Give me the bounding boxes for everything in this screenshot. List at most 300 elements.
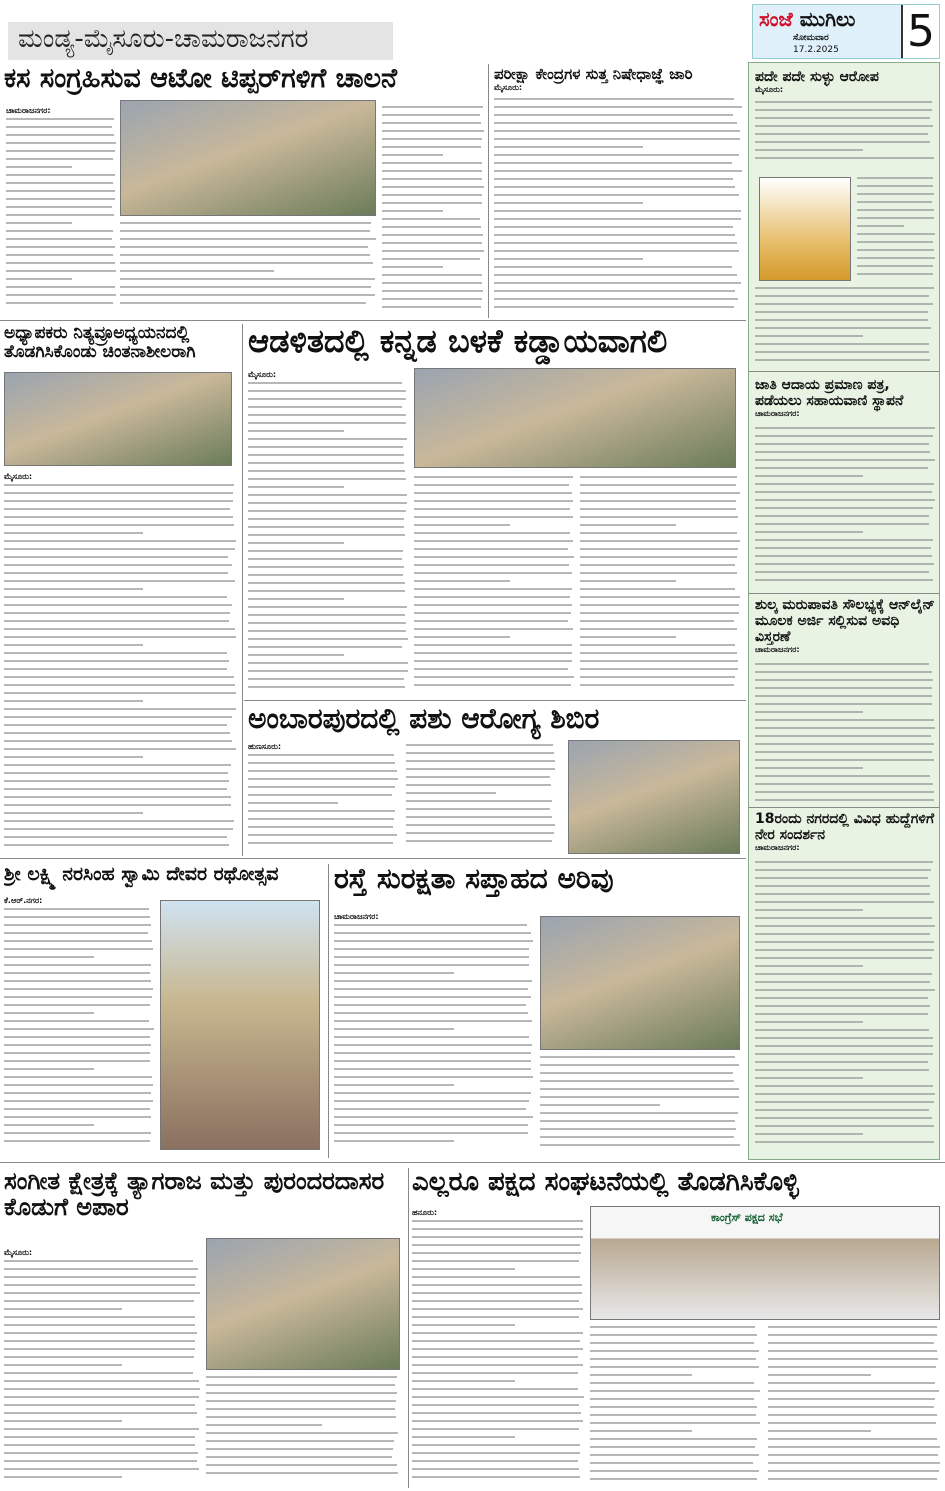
text-line — [755, 287, 934, 289]
text-line — [334, 1044, 532, 1046]
text-line — [6, 262, 115, 264]
text-line — [768, 1398, 935, 1400]
text-line — [414, 556, 574, 558]
body-text — [4, 908, 154, 1154]
headline: 18ರಂದು ನಗರದಲ್ಲಿ ವಿವಿಧ ಹುದ್ದೆಗಳಿಗೆ ನೇರ ಸಂದರ್ಶನ — [755, 811, 935, 844]
text-line — [334, 924, 527, 926]
text-line — [768, 1334, 937, 1336]
text-line — [412, 1412, 581, 1414]
text-line — [334, 1108, 526, 1110]
headline: ಪರೀಕ್ಷಾ ಕೇಂದ್ರಗಳ ಸುತ್ತ ನಿಷೇಧಾಜ್ಞೆ ಜಾರಿ — [494, 66, 693, 83]
text-line — [4, 580, 235, 582]
text-line — [412, 1292, 582, 1294]
text-line — [206, 1392, 397, 1394]
text-line — [412, 1244, 580, 1246]
headline: ಜಾತಿ ಆದಾಯ ಪ್ರಮಾಣ ಪತ್ರ, ಪಡೆಯಲು ಸಹಾಯವಾಣಿ ಸ್ಥಾಪನೆ — [755, 377, 904, 410]
text-line — [248, 778, 398, 780]
text-line — [334, 1132, 528, 1134]
text-line — [382, 170, 482, 172]
text-line — [4, 1452, 198, 1454]
text-line — [4, 556, 228, 558]
text-line — [248, 470, 405, 472]
text-line — [248, 382, 402, 384]
text-line — [206, 1384, 395, 1386]
text-line — [540, 1072, 733, 1074]
text-line — [494, 154, 739, 156]
text-line — [334, 988, 528, 990]
text-line — [4, 604, 232, 606]
text-line — [4, 1372, 193, 1374]
text-line — [755, 965, 863, 967]
text-line — [580, 564, 735, 566]
text-line — [768, 1366, 936, 1368]
text-line — [540, 1064, 739, 1066]
text-line — [755, 775, 930, 777]
text-line — [4, 988, 153, 990]
text-line — [755, 941, 934, 943]
text-line — [334, 940, 533, 942]
text-line — [6, 206, 112, 208]
text-line — [4, 1308, 122, 1310]
text-line — [755, 767, 863, 769]
text-line — [494, 202, 643, 204]
text-line — [414, 676, 574, 678]
text-line — [590, 1438, 757, 1440]
body-text — [206, 1376, 400, 1486]
text-line — [248, 802, 338, 804]
text-line — [590, 1382, 754, 1384]
text-line — [755, 663, 929, 665]
text-line — [857, 185, 933, 187]
text-line — [494, 194, 739, 196]
text-line — [857, 217, 934, 219]
text-line — [755, 973, 932, 975]
text-line — [4, 708, 236, 710]
text-line — [248, 794, 392, 796]
text-line — [755, 1037, 933, 1039]
text-line — [540, 1096, 739, 1098]
text-line — [494, 114, 733, 116]
text-line — [4, 588, 143, 590]
text-line — [590, 1454, 759, 1456]
text-line — [206, 1432, 398, 1434]
text-line — [768, 1446, 940, 1448]
text-line — [382, 234, 483, 236]
text-line — [755, 1125, 934, 1127]
text-line — [540, 1088, 739, 1090]
text-line — [334, 1092, 531, 1094]
text-line — [4, 620, 229, 622]
text-line — [334, 1060, 531, 1062]
text-line — [4, 1292, 200, 1294]
text-line — [494, 226, 733, 228]
text-line — [334, 1100, 529, 1102]
text-line — [768, 1342, 934, 1344]
text-line — [414, 500, 573, 502]
text-line — [4, 1100, 153, 1102]
text-line — [580, 532, 737, 534]
text-line — [590, 1470, 759, 1472]
text-line — [414, 548, 568, 550]
text-line — [4, 1020, 149, 1022]
text-line — [4, 1404, 195, 1406]
text-line — [580, 540, 740, 542]
portrait-photo — [759, 177, 851, 281]
text-line — [4, 1380, 199, 1382]
text-line — [406, 760, 555, 762]
text-line — [412, 1460, 578, 1462]
text-line — [494, 250, 739, 252]
body-text — [248, 382, 408, 696]
text-line — [580, 620, 734, 622]
text-line — [412, 1308, 583, 1310]
text-line — [768, 1390, 939, 1392]
text-line — [4, 732, 230, 734]
text-line — [755, 515, 929, 517]
headline: ಶುಲ್ಕ ಮರುಪಾವತಿ ಸೌಲಭ್ಯಕ್ಕೆ ಆನ್‌ಲೈನ್ ಮೂಲಕ ಅರ್ಜಿ ಸಲ್ಲಿಸುವ ಅವಧಿ ವಿಸ್ತರಣೆ — [755, 597, 935, 646]
text-line — [406, 816, 552, 818]
text-line — [755, 563, 934, 565]
body-text — [755, 427, 935, 593]
text-line — [4, 812, 143, 814]
text-line — [4, 796, 231, 798]
text-line — [334, 1124, 528, 1126]
text-line — [4, 724, 227, 726]
text-line — [494, 298, 738, 300]
text-line — [590, 1430, 692, 1432]
text-line — [755, 1061, 928, 1063]
headline: ಅಧ್ಯಾಪಕರು ನಿತ್ಯವ್ರೂಅಧ್ಯಯನದಲ್ಲಿ ತೊಡಗಿಸಿಕೊಂಡು ಚಿಂತನಾಶೀಲರಾಗಿ — [4, 324, 196, 362]
text-line — [4, 596, 227, 598]
text-line — [4, 948, 153, 950]
text-line — [4, 1140, 150, 1142]
text-line — [414, 564, 569, 566]
text-line — [414, 580, 510, 582]
text-line — [590, 1326, 755, 1328]
text-line — [406, 744, 553, 746]
text-line — [120, 278, 375, 280]
text-line — [6, 126, 112, 128]
text-line — [4, 652, 227, 654]
text-line — [334, 1004, 526, 1006]
text-line — [4, 1284, 195, 1286]
text-line — [120, 230, 370, 232]
text-line — [755, 783, 933, 785]
text-line — [414, 652, 572, 654]
text-line — [334, 1036, 529, 1038]
text-line — [755, 727, 935, 729]
text-line — [4, 548, 235, 550]
text-line — [755, 1013, 928, 1015]
text-line — [4, 1364, 122, 1366]
text-line — [248, 454, 404, 456]
text-line — [590, 1414, 756, 1416]
text-line — [4, 956, 94, 958]
text-line — [755, 869, 931, 871]
text-line — [755, 791, 934, 793]
text-line — [412, 1332, 583, 1334]
text-line — [4, 1052, 150, 1054]
text-line — [4, 636, 236, 638]
text-line — [494, 242, 737, 244]
text-line — [755, 1069, 929, 1071]
text-line — [4, 996, 152, 998]
text-line — [768, 1358, 938, 1360]
text-line — [857, 241, 933, 243]
text-line — [382, 122, 481, 124]
text-line — [580, 588, 735, 590]
text-line — [755, 157, 934, 159]
text-line — [406, 792, 496, 794]
text-line — [540, 1080, 734, 1082]
text-line — [412, 1260, 579, 1262]
text-line — [755, 1133, 863, 1135]
text-line — [857, 233, 935, 235]
text-line — [120, 254, 370, 256]
text-line — [755, 1093, 935, 1095]
logo-part-b: ಮುಗಿಲು — [799, 7, 856, 31]
text-line — [4, 1076, 152, 1078]
text-line — [768, 1462, 940, 1464]
text-line — [755, 555, 932, 557]
text-line — [382, 226, 481, 228]
text-line — [4, 572, 228, 574]
text-line — [590, 1334, 757, 1336]
text-line — [4, 772, 228, 774]
text-line — [580, 636, 676, 638]
text-line — [414, 492, 572, 494]
text-line — [412, 1228, 583, 1230]
text-line — [4, 820, 234, 822]
article-prohibitory-order — [494, 66, 744, 318]
text-line — [580, 500, 736, 502]
text-line — [4, 524, 234, 526]
text-line — [4, 1420, 122, 1422]
text-line — [412, 1436, 515, 1438]
text-line — [414, 508, 570, 510]
dateline: ಚಾಮರಾಜನಗರ: — [334, 912, 379, 921]
text-line — [406, 832, 554, 834]
text-line — [414, 612, 571, 614]
article-photo — [120, 100, 376, 216]
text-line — [755, 359, 930, 361]
text-line — [412, 1316, 579, 1318]
text-line — [248, 526, 404, 528]
text-line — [4, 540, 236, 542]
text-line — [755, 133, 928, 135]
text-line — [334, 1116, 533, 1118]
text-line — [755, 1053, 933, 1055]
text-line — [334, 932, 531, 934]
text-line — [248, 534, 405, 536]
text-line — [382, 306, 481, 308]
text-line — [248, 598, 344, 600]
sidebar-news — [748, 62, 940, 1160]
body-text — [334, 924, 534, 1154]
text-line — [755, 909, 863, 911]
text-line — [248, 438, 407, 440]
body-text — [494, 98, 742, 316]
text-line — [382, 218, 480, 220]
text-line — [4, 1324, 195, 1326]
text-line — [755, 671, 932, 673]
text-line — [580, 572, 737, 574]
headline: ಎಲ್ಲರೂ ಪಕ್ಷದ ಸಂಘಟನೆಯಲ್ಲಿ ತೊಡಗಿಸಿಕೊಳ್ಳಿ — [412, 1168, 799, 1197]
text-line — [414, 644, 572, 646]
body-text — [857, 177, 935, 281]
text-line — [382, 146, 481, 148]
text-line — [857, 225, 904, 227]
text-line — [412, 1396, 584, 1398]
headline: ರಸ್ತೆ ಸುರಕ್ಷತಾ ಸಪ್ತಾಹದ ಅರಿವು — [334, 864, 614, 895]
text-line — [590, 1398, 754, 1400]
text-line — [6, 222, 72, 224]
text-line — [755, 467, 928, 469]
text-line — [857, 193, 934, 195]
text-line — [248, 494, 407, 496]
text-line — [406, 800, 552, 802]
text-line — [248, 686, 405, 688]
text-line — [248, 430, 344, 432]
text-line — [540, 1056, 735, 1058]
text-line — [248, 678, 404, 680]
text-line — [206, 1376, 397, 1378]
article-veterinary-camp — [248, 704, 744, 856]
text-line — [755, 303, 933, 305]
text-line — [248, 638, 408, 640]
text-line — [590, 1406, 757, 1408]
text-line — [382, 202, 482, 204]
text-line — [755, 989, 935, 991]
text-line — [755, 295, 929, 297]
text-line — [4, 668, 227, 670]
text-line — [4, 740, 232, 742]
text-line — [755, 997, 928, 999]
text-line — [248, 550, 403, 552]
text-line — [494, 138, 740, 140]
article-chariot-festival — [4, 864, 324, 1156]
text-line — [4, 1436, 195, 1438]
text-line — [4, 676, 234, 678]
text-line — [580, 596, 740, 598]
text-line — [4, 964, 151, 966]
text-line — [334, 1052, 531, 1054]
dateline: ಹುಣಸೂರು: — [248, 742, 282, 751]
text-line — [768, 1454, 938, 1456]
text-line — [4, 1084, 153, 1086]
text-line — [248, 566, 404, 568]
text-line — [382, 162, 482, 164]
body-text — [248, 754, 398, 854]
text-line — [6, 166, 72, 168]
text-line — [4, 1332, 197, 1334]
text-line — [4, 1396, 199, 1398]
text-line — [755, 435, 933, 437]
text-line — [4, 508, 230, 510]
dateline: ಕೆ.ಆರ್.ನಗರ: — [4, 896, 43, 905]
body-text — [6, 118, 116, 314]
text-line — [248, 826, 393, 828]
text-line — [755, 861, 933, 863]
text-line — [755, 933, 930, 935]
text-line — [6, 302, 113, 304]
text-line — [248, 582, 405, 584]
text-line — [248, 810, 395, 812]
text-line — [857, 177, 933, 179]
text-line — [120, 286, 371, 288]
text-line — [857, 265, 933, 267]
text-line — [494, 122, 737, 124]
text-line — [580, 548, 738, 550]
text-line — [755, 101, 932, 103]
text-line — [494, 186, 735, 188]
text-line — [6, 174, 115, 176]
text-line — [4, 1388, 200, 1390]
text-line — [755, 443, 929, 445]
text-line — [414, 684, 571, 686]
text-line — [248, 770, 397, 772]
text-line — [755, 925, 935, 927]
text-line — [580, 684, 734, 686]
text-line — [494, 210, 741, 212]
text-line — [412, 1404, 579, 1406]
text-line — [4, 756, 143, 758]
text-line — [206, 1448, 393, 1450]
text-line — [590, 1462, 753, 1464]
article-photo — [540, 916, 740, 1050]
masthead — [752, 4, 940, 59]
text-line — [4, 804, 231, 806]
text-line — [768, 1422, 936, 1424]
text-line — [755, 351, 929, 353]
body-text — [755, 663, 935, 807]
text-line — [755, 1029, 929, 1031]
sidebar-article-caste-certificate — [755, 377, 935, 593]
text-line — [540, 1144, 740, 1146]
text-line — [755, 893, 930, 895]
text-line — [755, 949, 934, 951]
text-line — [120, 302, 366, 304]
text-line — [248, 662, 408, 664]
text-line — [248, 834, 397, 836]
text-line — [768, 1438, 937, 1440]
text-line — [4, 1316, 195, 1318]
text-line — [4, 660, 229, 662]
text-line — [4, 684, 235, 686]
text-line — [4, 716, 232, 718]
text-line — [755, 483, 934, 485]
text-line — [6, 214, 114, 216]
text-line — [412, 1252, 581, 1254]
headline: ಸಂಗೀತ ಕ್ಷೇತ್ರಕ್ಕೆ ತ್ಯಾಗರಾಜ ಮತ್ತು ಪುರಂದರದಾಸರ ಕೊಡುಗೆ ಅಪಾರ — [4, 1168, 385, 1222]
text-line — [382, 154, 443, 156]
text-line — [4, 612, 230, 614]
text-line — [768, 1374, 871, 1376]
text-line — [755, 719, 934, 721]
text-line — [590, 1358, 756, 1360]
text-line — [755, 703, 932, 705]
dateline: ಚಾಮರಾಜನಗರ: — [755, 843, 800, 853]
text-line — [755, 335, 863, 337]
text-line — [580, 580, 676, 582]
text-line — [540, 1136, 734, 1138]
text-line — [414, 540, 573, 542]
text-line — [334, 1020, 532, 1022]
text-line — [382, 266, 443, 268]
text-line — [4, 1356, 194, 1358]
text-line — [580, 508, 736, 510]
sidebar-article-false-allegation — [755, 69, 935, 369]
